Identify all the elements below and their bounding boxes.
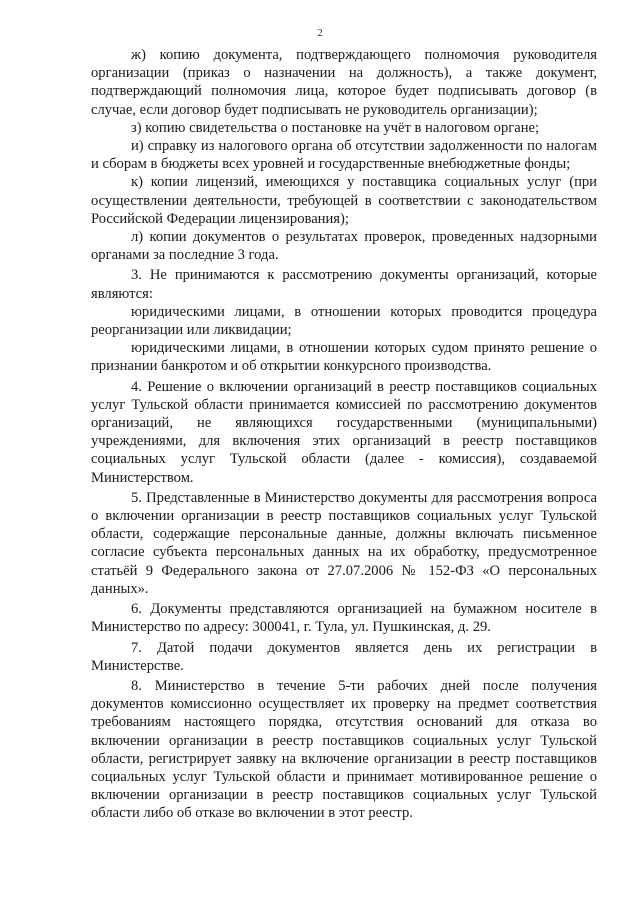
paragraph-3-item-1: юридическими лицами, в отношении которых проводится процедура реорганизации или ликвидации; [91, 303, 597, 339]
paragraph-l: л) копии документов о результатах проверок, проведенных надзорными органами за последние 3 года. [91, 229, 597, 264]
paragraph-z: з) копию свидетельства о постановке на учёт в налоговом органе; [131, 119, 540, 136]
paragraph-3: 3. Не принимаются к рассмотрению документы организаций, которые являются: [91, 267, 597, 302]
paragraph-zh: ж) копию документа, подтверждающего полномочия руководителя организации (приказ о назначении на должность), а также документ, подтверждающий полномочия лица, которое будет подписывать договор (в случае, если договор будет подписывать не руководитель организации); [91, 47, 597, 118]
paragraph-i: и) справку из налогового органа об отсутствии задолженности по налогам и сборам в бюджеты всех уровней и государственные внебюджетные фонды; [91, 138, 597, 173]
page-number: 2 [317, 27, 323, 39]
paragraph-6: 6. Документы представляются организацией на бумажном носителе в Министерство по адресу: 300041, г. Тула, ул. Пушкинская, д. 29. [91, 601, 597, 636]
paragraph-5: 5. Представленные в Министерство документы для рассмотрения вопроса о включении организации в реестр поставщиков социальных услуг Тульской области, содержащие персональные данные, должны включать письменное согласие субъекта персональных данных на их обработку, предусмотренное статьёй 9 Федерального закона от 27.07.2006 № 152-ФЗ «О персональных данных». [91, 489, 597, 597]
paragraph-4: 4. Решение о включении организаций в реестр поставщиков социальных услуг Тульской области принимается комиссией по рассмотрению документов организаций, не являющихся государственными (муниципальными) учреждениями, для включения этих организаций в реестр поставщиков социальных услуг Тульской области (далее - комиссия), создаваемой Министерством. [91, 378, 597, 486]
paragraph-k: к) копии лицензий, имеющихся у поставщика социальных услуг (при осуществлении деятельности, требующей в соответствии с законодательством Российской Федерации лицензирования); [91, 174, 597, 227]
paragraph-3-item-2: юридическими лицами, в отношении которых судом принято решение о признании банкротом и об открытии конкурсного производства. [91, 340, 597, 375]
document-body [91, 46, 597, 823]
paragraph-8: 8. Министерство в течение 5-ти рабочих дней после получения документов комиссионно осуществляет их проверку на предмет соответствия требованиям настоящего порядка, отсутствия оснований для отказа во включении организации в реестр поставщиков социальных услуг Тульской области, регистрирует заявку на включение организации в реестр поставщиков социальных услуг Тульской области и принимает мотивированное решение о включении организации в реестр поставщиков социальных услуг Тульской области либо об отказе во включении в этот реестр. [91, 677, 597, 822]
paragraph-7: 7. Датой подачи документов является день их регистрации в Министерстве. [91, 639, 597, 674]
